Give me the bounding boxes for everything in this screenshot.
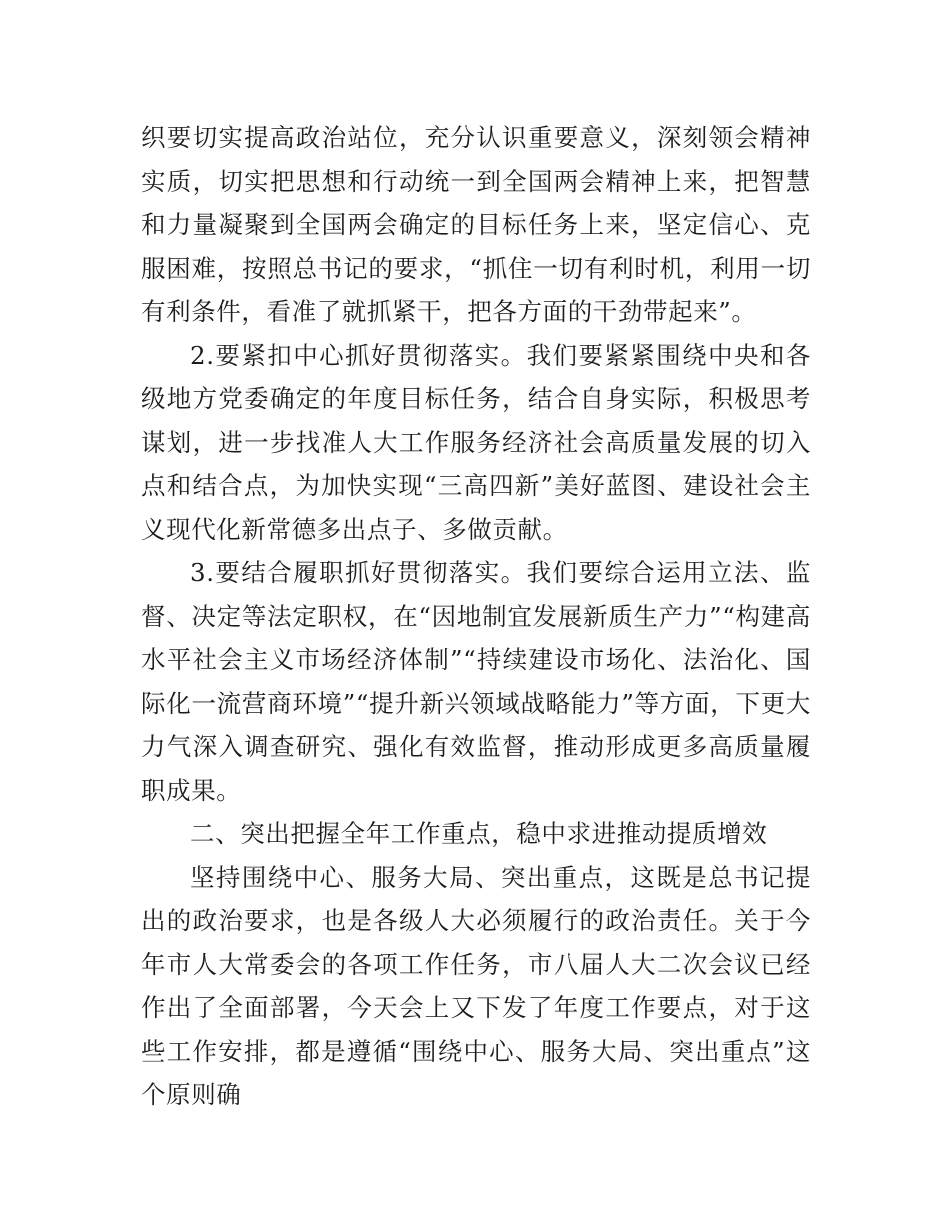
paragraph-section-body: 坚持围绕中心、服务大局、突出重点，这既是总书记提出的政治要求，也是各级人大必须履行的政治责任。关于今年市人大常委会的各项工作任务，市八届人大二次会议已经作出了全面部署，今天会上又下发了年度工作要点，对于这些工作安排，都是遵循“围绕中心、服务大局、突出重点”这个原则确 (141, 862, 811, 1109)
section-heading: 二、突出把握全年工作重点，稳中求进推动提质增效 (190, 819, 768, 848)
paragraph-continuation: 织要切实提高政治站位，充分认识重要意义，深刻领会精神实质，切实把思想和行动统一到全国两会精神上来，把智慧和力量凝聚到全国两会确定的目标任务上来，坚定信心、克服困难，按照总书记的要求，“抓住一切有利时机，利用一切有利条件，看准了就抓紧干，把各方面的干劲带起来”。 (141, 123, 811, 326)
document-body (141, 116, 811, 1117)
paragraph-item-3: 3.要结合履职抓好贯彻落实。我们要综合运用立法、监督、决定等法定职权，在“因地制宜发展新质生产力”“构建高水平社会主义市场经济体制”“持续建设市场化、法治化、国际化一流营商环境”“提升新兴领域战略能力”等方面，下更大力气深入调查研究、强化有效监督，推动形成更多高质量履职成果。 (141, 558, 811, 805)
paragraph-item-2: 2.要紧扣中心抓好贯彻落实。我们要紧紧围绕中央和各级地方党委确定的年度目标任务，结合自身实际，积极思考谋划，进一步找准人大工作服务经济社会高质量发展的切入点和结合点，为加快实现“三高四新”美好蓝图、建设社会主义现代化新常德多出点子、多做贡献。 (141, 340, 811, 544)
